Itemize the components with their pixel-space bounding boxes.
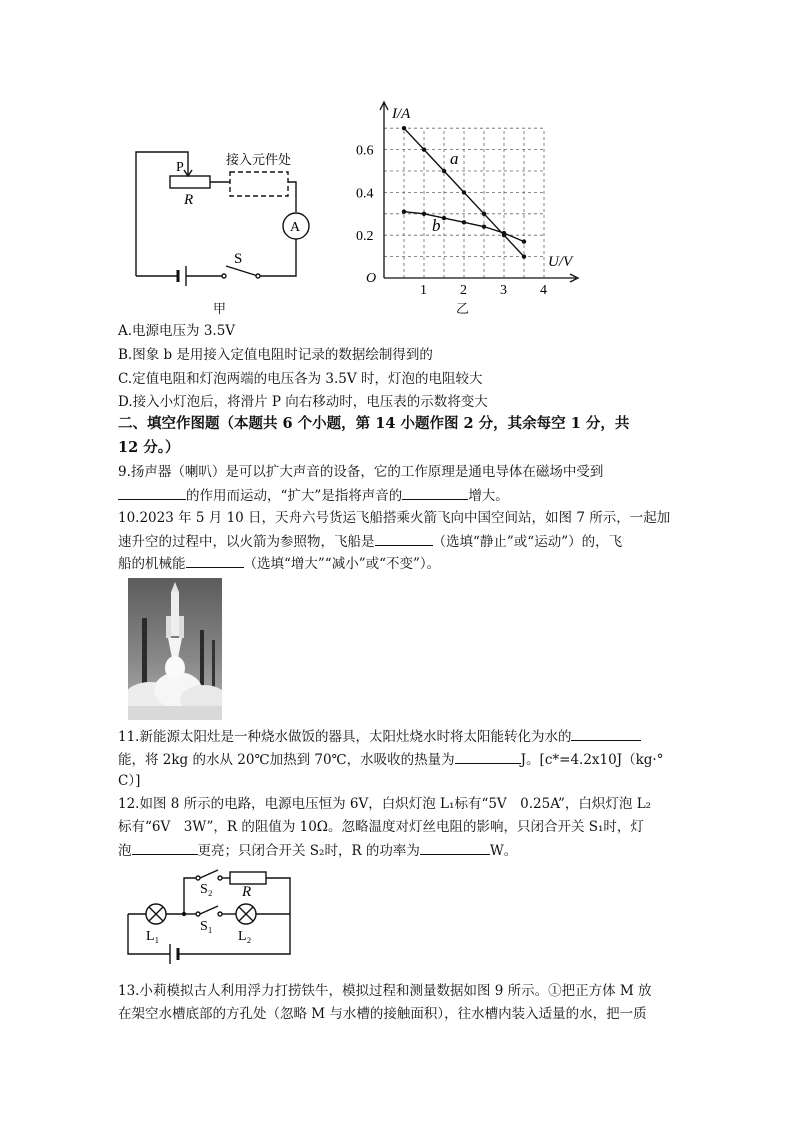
circuit-diagram-fig8 — [118, 866, 298, 970]
x-tick-label: 2 — [460, 283, 467, 298]
series-b-point — [422, 212, 426, 216]
x-axis-label: U/V — [548, 254, 573, 270]
rheostat-r — [170, 176, 210, 188]
series-a-point — [462, 190, 466, 194]
y-tick-label: 0.2 — [356, 229, 374, 245]
q9-line2 — [118, 485, 509, 506]
q11-blank2[interactable] — [455, 749, 521, 764]
series-b-point — [442, 216, 446, 220]
q12-text3b: 更亮；只闭合开关 S₂时，R 的功率为 — [197, 843, 420, 859]
series-a-point — [522, 254, 526, 258]
q10-text2a: 速升空的过程中，以火箭为参照物，飞船是 — [118, 534, 375, 550]
q10-line2 — [118, 531, 622, 552]
series-b-point — [522, 239, 526, 243]
section2-heading-line1: 二、填空作图题（本题共 6 个小题，第 14 小题作图 2 分，其余每空 1 分，共 — [118, 415, 630, 432]
resistor-r — [230, 872, 266, 884]
label-s2: S₂ — [200, 882, 213, 897]
option-b: B.图象 b 是用接入定值电阻时记录的数据绘制得到的 — [118, 347, 433, 363]
q10-text2b: （选填“静止”或“运动”）的，飞 — [432, 534, 623, 550]
series-b-point — [502, 231, 506, 235]
q10-blank2[interactable] — [186, 553, 244, 568]
label-s1: S₁ — [200, 919, 213, 934]
q10-blank1[interactable] — [375, 531, 433, 546]
x-tick-label: 3 — [500, 283, 507, 298]
q9-text2b: 增大。 — [468, 488, 509, 504]
q10-text3a: 船的机械能 — [118, 556, 186, 572]
option-a: A.电源电压为 3.5V — [118, 323, 236, 339]
x-tick-label: 4 — [540, 283, 547, 298]
q11-line1 — [118, 726, 641, 747]
q11-line2 — [118, 749, 663, 770]
q10-line3 — [118, 553, 440, 574]
series-a-point — [422, 147, 426, 151]
q12-blank2[interactable] — [420, 840, 490, 855]
label-l2: L₂ — [238, 929, 252, 944]
q9-blank1[interactable] — [118, 485, 186, 500]
q12-line2: 标有“6V 3W”，R 的阻值为 10Ω。忽略温度对灯丝电阻的影响，只闭合开关 S₁时，灯 — [118, 819, 644, 835]
q9-blank2[interactable] — [402, 485, 468, 500]
origin-label: O — [366, 271, 377, 286]
q12-text3c: W。 — [489, 843, 518, 859]
series-b-point — [462, 220, 466, 224]
option-c: C.定值电阻和灯泡两端的电压各为 3.5V 时，灯泡的电阻较大 — [118, 371, 483, 387]
label-r: R — [184, 192, 194, 208]
series-b-point — [482, 224, 486, 228]
q13-line1: 13.小莉模拟古人利用浮力打捞铁牛，模拟过程和测量数据如图 9 所示。①把正方体 M 放 — [118, 983, 652, 999]
circuit-diagram-jia — [118, 140, 318, 320]
q12-blank1[interactable] — [132, 840, 198, 855]
y-axis-label: I/A — [392, 106, 411, 122]
label-p: P — [176, 160, 184, 175]
y-tick-label: 0.4 — [356, 186, 374, 202]
q9-text2a: 的作用而运动，“扩大”是指将声音的 — [186, 488, 403, 504]
q11-text2a: 能，将 2kg 的水从 20℃加热到 70℃，水吸收的热量为 — [118, 752, 455, 768]
label-l1: L₁ — [146, 929, 160, 944]
component-slot — [230, 172, 288, 196]
q13-line2: 在架空水槽底部的方孔处（忽略 M 与水槽的接触面积），往水槽内装入适量的水，把一质 — [118, 1006, 647, 1022]
label-r-fig8: R — [242, 884, 252, 900]
series-a-label: a — [450, 149, 459, 168]
q12-line1: 12.如图 8 所示的电路，电源电压恒为 6V，白炽灯泡 L₁标有“5V 0.25A”，白炽灯泡 L₂ — [118, 796, 652, 812]
iu-graph-yi — [350, 98, 590, 298]
q9-line1: 9.扬声器（喇叭）是可以扩大声音的设备，它的工作原理是通电导体在磁场中受到 — [118, 464, 604, 480]
option-d: D.接入小灯泡后，将滑片 P 向右移动时，电压表的示数将变大 — [118, 394, 488, 410]
label-s: S — [234, 251, 243, 267]
x-tick-label: 1 — [420, 283, 427, 298]
q12-line3 — [118, 840, 517, 861]
series-a-point — [482, 212, 486, 216]
q11-text2b: J。[c*=4.2x10J（kg·° — [520, 752, 664, 768]
q12-text3a: 泡 — [118, 843, 132, 859]
q11-text1: 11.新能源太阳灶是一种烧水做饭的器具，太阳灶烧水时将太阳能转化为水的 — [118, 729, 572, 745]
series-b-label: b — [432, 216, 441, 235]
q11-line3: C）] — [118, 773, 141, 789]
q11-blank1[interactable] — [571, 726, 641, 741]
label-ammeter: A — [290, 220, 301, 235]
rocket-photo — [128, 578, 222, 720]
y-tick-label: 0.6 — [356, 143, 374, 159]
q10-text3b: （选填“增大”“减小”或“不变”）。 — [243, 556, 441, 572]
section2-heading-line2: 12 分。） — [118, 439, 180, 456]
label-slot: 接入元件处 — [226, 152, 292, 167]
series-b-point — [402, 209, 406, 213]
q10-line1: 10.2023 年 5 月 10 日，天舟六号货运飞船搭乘火箭飞向中国空间站，如图 7 所示，一起加 — [118, 510, 671, 526]
caption-yi: 乙 — [456, 302, 470, 317]
caption-jia: 甲 — [213, 302, 227, 317]
series-a-point — [442, 169, 446, 173]
series-a-point — [402, 126, 406, 130]
